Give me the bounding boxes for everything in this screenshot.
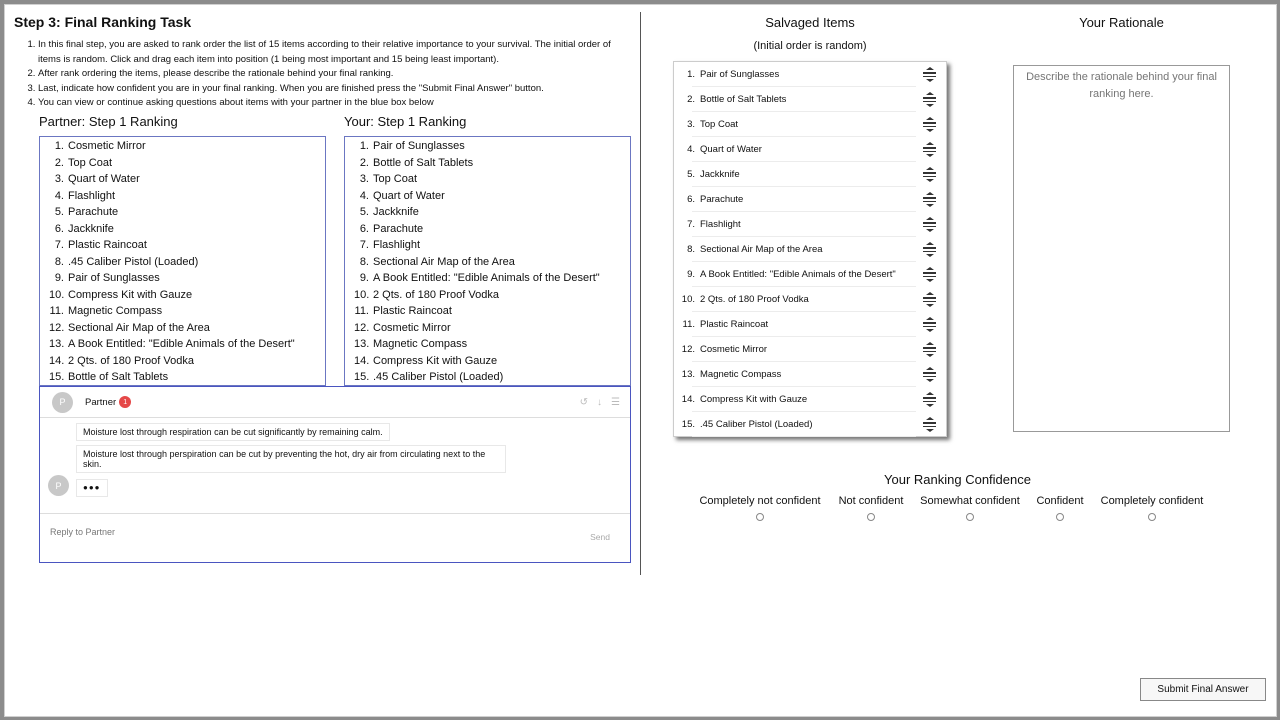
partner-rank-item (49, 287, 325, 304)
your-ranking-title: Your: Step 1 Ranking (344, 114, 467, 129)
submit-final-answer-button[interactable]: Submit Final Answer (1140, 678, 1266, 701)
item-number: 3. (687, 119, 695, 130)
rank-number: 10. (49, 288, 65, 301)
item-number: 4. (687, 144, 695, 155)
salvaged-item[interactable] (674, 162, 946, 187)
chat-divider (40, 513, 630, 514)
your-rank-item (354, 320, 630, 337)
partner-rank-item (52, 155, 325, 172)
confidence-option-label: Completely not confident (699, 495, 821, 507)
item-number: 14. (681, 394, 695, 405)
salvaged-items-list (673, 61, 947, 437)
your-rank-item (354, 336, 630, 353)
partner-rank-item (52, 270, 325, 287)
your-rank-item (354, 287, 630, 304)
item-number: 11. (682, 319, 695, 330)
item-number: 12. (681, 344, 695, 355)
rank-item-label: Quart of Water (68, 173, 140, 185)
drag-handle-icon[interactable] (923, 192, 936, 207)
item-label: Sectional Air Map of the Area (700, 244, 823, 255)
chat-message: Moisture lost through respiration can be cut significantly by remaining calm. (76, 423, 390, 441)
rank-number: 1. (359, 140, 369, 152)
rank-number: 12. (354, 321, 370, 334)
rank-item-label: Magnetic Compass (373, 338, 468, 350)
your-rank-item (357, 254, 630, 271)
list-icon[interactable]: ☰ (611, 396, 620, 408)
salvaged-item[interactable] (674, 312, 946, 337)
rank-item-label: Bottle of Salt Tablets (373, 156, 474, 169)
your-rank-item (357, 171, 630, 188)
confidence-radio[interactable] (756, 513, 764, 521)
drag-handle-icon[interactable] (923, 267, 936, 282)
drag-handle-icon[interactable] (923, 217, 936, 232)
rank-item-label: A Book Entitled: "Edible Animals of the Desert" (68, 338, 295, 350)
rank-item-label: A Book Entitled: "Edible Animals of the Desert" (373, 272, 600, 284)
rank-item-label: Parachute (68, 206, 119, 218)
rank-item-label: Jackknife (68, 222, 114, 235)
salvaged-item[interactable] (674, 237, 946, 262)
instructions-list (28, 38, 618, 111)
partner-name: Partner (85, 396, 117, 408)
item-label: 2 Qts. of 180 Proof Vodka (700, 294, 809, 305)
rank-number: 6. (359, 222, 369, 235)
partner-rank-item (52, 188, 325, 205)
typing-indicator: ●●● (76, 479, 108, 497)
rank-number: 7. (359, 239, 369, 251)
rank-number: 9. (54, 272, 64, 284)
item-number: 5. (687, 169, 695, 180)
item-label: Top Coat (700, 119, 739, 130)
item-number: 1. (687, 69, 695, 80)
rank-number: 4. (54, 189, 64, 202)
rank-number: 11. (354, 305, 369, 317)
item-label: Quart of Water (700, 144, 762, 155)
partner-rank-item (52, 204, 325, 221)
drag-handle-icon[interactable] (923, 67, 936, 82)
item-number: 9. (687, 269, 695, 280)
confidence-option-not[interactable] (836, 495, 906, 521)
unread-badge: 1 (119, 396, 131, 408)
rank-item-label: Flashlight (68, 189, 116, 202)
download-icon[interactable]: ↓ (597, 396, 603, 408)
confidence-option-confident[interactable] (1034, 495, 1086, 521)
drag-handle-icon[interactable] (923, 292, 936, 307)
rank-number: 13. (354, 338, 370, 350)
rank-item-label: Top Coat (68, 156, 113, 169)
your-rank-item (354, 353, 630, 370)
drag-handle-icon[interactable] (923, 92, 936, 107)
your-rank-item (354, 369, 630, 386)
salvaged-item[interactable] (674, 362, 946, 387)
rank-item-label: Sectional Air Map of the Area (373, 255, 515, 268)
item-number: 13. (681, 369, 695, 380)
salvaged-item[interactable] (674, 137, 946, 162)
item-number: 7. (687, 219, 695, 230)
partner-rank-item (49, 353, 325, 370)
rank-item-label: Magnetic Compass (68, 305, 163, 317)
rank-number: 13. (49, 338, 65, 350)
rank-item-label: Cosmetic Mirror (68, 140, 146, 152)
confidence-title: Your Ranking Confidence (884, 472, 1031, 487)
instruction-item: 3. Last, indicate how confident you are in your final ranking. When you are finished press the "Submit Final Answer" button. (38, 82, 618, 97)
rank-number: 14. (49, 354, 65, 367)
your-rank-item (357, 138, 630, 155)
drag-handle-icon[interactable] (923, 342, 936, 357)
partner-rank-item (49, 336, 325, 353)
rank-number: 15. (354, 371, 370, 383)
send-button[interactable]: Send (590, 532, 610, 542)
partner-rank-item (52, 237, 325, 254)
salvaged-item[interactable] (674, 212, 946, 237)
rank-item-label: 2 Qts. of 180 Proof Vodka (373, 288, 499, 301)
your-rank-item (357, 204, 630, 221)
item-label: Cosmetic Mirror (700, 344, 768, 355)
rank-number: 9. (359, 272, 369, 284)
rank-number: 10. (354, 288, 370, 301)
undo-icon[interactable]: ↺ (579, 396, 589, 408)
salvaged-items-subtitle: (Initial order is random) (753, 40, 867, 52)
item-label: Pair of Sunglasses (700, 69, 780, 80)
item-label: Jackknife (700, 169, 740, 180)
your-rank-item (357, 270, 630, 287)
rank-number: 12. (49, 321, 65, 334)
partner-chat-panel (39, 386, 631, 563)
column-divider (640, 12, 641, 575)
rank-number: 5. (359, 206, 369, 218)
confidence-option-label: Confident (1036, 495, 1084, 507)
item-label: Magnetic Compass (700, 369, 782, 380)
partner-ranking-list (39, 136, 326, 386)
chat-message: Moisture lost through perspiration can be cut by preventing the hot, dry air from circulating next to the skin. (76, 445, 506, 473)
rank-item-label: Plastic Raincoat (68, 239, 147, 251)
item-label: Flashlight (700, 219, 741, 230)
item-label: Bottle of Salt Tablets (700, 94, 787, 105)
your-rank-item (354, 303, 630, 320)
drag-handle-icon[interactable] (923, 117, 936, 132)
item-number: 15. (681, 419, 695, 430)
drag-handle-icon[interactable] (923, 317, 936, 332)
drag-handle-icon[interactable] (923, 392, 936, 407)
drag-handle-icon[interactable] (923, 142, 936, 157)
partner-rank-item (52, 221, 325, 238)
confidence-radio[interactable] (966, 513, 974, 521)
item-number: 8. (687, 244, 695, 255)
salvaged-item[interactable] (674, 387, 946, 412)
rank-number: 2. (359, 156, 369, 169)
rationale-title: Your Rationale (1079, 15, 1164, 30)
item-label: Plastic Raincoat (700, 319, 769, 330)
reply-input[interactable]: Reply to Partner (50, 527, 116, 537)
confidence-option-label: Not confident (838, 495, 904, 507)
confidence-option-label: Somewhat confident (920, 495, 1020, 507)
rank-item-label: Flashlight (373, 239, 421, 251)
drag-handle-icon[interactable] (923, 417, 936, 432)
salvaged-items-title: Salvaged Items (765, 15, 855, 30)
your-rank-item (357, 188, 630, 205)
rank-item-label: Plastic Raincoat (373, 305, 452, 317)
salvaged-item[interactable] (674, 62, 946, 87)
confidence-option-somewhat[interactable] (918, 495, 1022, 521)
partner-rank-item (49, 320, 325, 337)
partner-rank-item (52, 138, 325, 155)
item-label: .45 Caliber Pistol (Loaded) (700, 419, 813, 430)
rank-item-label: Jackknife (373, 206, 419, 218)
confidence-radio[interactable] (1148, 513, 1156, 521)
item-underline (692, 436, 916, 437)
confidence-option-label: Completely confident (1100, 495, 1204, 507)
partner-rank-item (49, 303, 325, 320)
rank-number: 15. (49, 371, 65, 383)
salvaged-item[interactable] (674, 262, 946, 287)
your-rank-item (357, 237, 630, 254)
partner-rank-item (52, 254, 325, 271)
item-number: 2. (687, 94, 695, 105)
rank-item-label: Bottle of Salt Tablets (68, 371, 169, 383)
rank-item-label: Pair of Sunglasses (68, 272, 160, 284)
your-rank-item (357, 155, 630, 172)
rank-item-label: 2 Qts. of 180 Proof Vodka (68, 354, 194, 367)
rank-item-label: .45 Caliber Pistol (Loaded) (68, 255, 199, 268)
rank-item-label: .45 Caliber Pistol (Loaded) (373, 371, 504, 383)
rank-number: 11. (49, 305, 64, 317)
confidence-option-completely[interactable] (1098, 495, 1206, 521)
rank-number: 2. (54, 156, 64, 169)
item-label: Parachute (700, 194, 744, 205)
salvaged-item[interactable] (674, 187, 946, 212)
confidence-radio[interactable] (867, 513, 875, 521)
item-number: 6. (687, 194, 695, 205)
rank-item-label: Quart of Water (373, 189, 445, 202)
confidence-option-completely-not[interactable] (697, 495, 823, 521)
rank-item-label: Sectional Air Map of the Area (68, 321, 210, 334)
instruction-item: 1. In this final step, you are asked to rank order the list of 15 items according to their relative importance to your survival. The initial order of items is random. Click and drag each item into position (1 being most important and 15 being least important). (38, 38, 618, 67)
drag-handle-icon[interactable] (923, 242, 936, 257)
rank-number: 3. (359, 173, 369, 185)
item-number: 10. (681, 294, 695, 305)
rank-item-label: Pair of Sunglasses (373, 140, 465, 152)
salvaged-item[interactable] (674, 287, 946, 312)
rank-number: 14. (354, 354, 370, 367)
salvaged-item[interactable] (674, 87, 946, 112)
your-rank-item (357, 221, 630, 238)
drag-handle-icon[interactable] (923, 167, 936, 182)
rank-item-label: Compress Kit with Gauze (373, 354, 498, 367)
rationale-textarea[interactable] (1013, 65, 1230, 432)
instruction-item: 4. You can view or continue asking questions about items with your partner in the blue box below (38, 96, 618, 111)
instruction-item: 2. After rank ordering the items, please describe the rationale behind your final ranking. (38, 67, 618, 82)
page-title: Step 3: Final Ranking Task (14, 14, 192, 30)
salvaged-item[interactable] (674, 412, 946, 437)
partner-rank-item (52, 171, 325, 188)
rank-item-label: Cosmetic Mirror (373, 321, 451, 334)
rank-number: 3. (54, 173, 64, 185)
rank-number: 7. (54, 239, 64, 251)
rank-number: 4. (359, 189, 369, 202)
rank-item-label: Parachute (373, 222, 424, 235)
rank-number: 8. (359, 255, 369, 268)
drag-handle-icon[interactable] (923, 367, 936, 382)
rank-item-label: Compress Kit with Gauze (68, 288, 193, 301)
rank-number: 5. (54, 206, 64, 218)
rank-number: 1. (54, 140, 64, 152)
your-ranking-list (344, 136, 631, 386)
salvaged-item[interactable] (674, 337, 946, 362)
confidence-radio[interactable] (1056, 513, 1064, 521)
partner-ranking-title: Partner: Step 1 Ranking (39, 114, 178, 129)
item-label: A Book Entitled: "Edible Animals of the Desert" (700, 269, 896, 280)
item-label: Compress Kit with Gauze (700, 394, 808, 405)
chat-header (40, 387, 630, 418)
partner-rank-item (49, 369, 325, 386)
partner-avatar: P (52, 392, 73, 413)
rank-item-label: Top Coat (373, 173, 418, 185)
salvaged-item[interactable] (674, 112, 946, 137)
partner-avatar: P (48, 475, 69, 496)
rank-number: 8. (54, 255, 64, 268)
rank-number: 6. (54, 222, 64, 235)
